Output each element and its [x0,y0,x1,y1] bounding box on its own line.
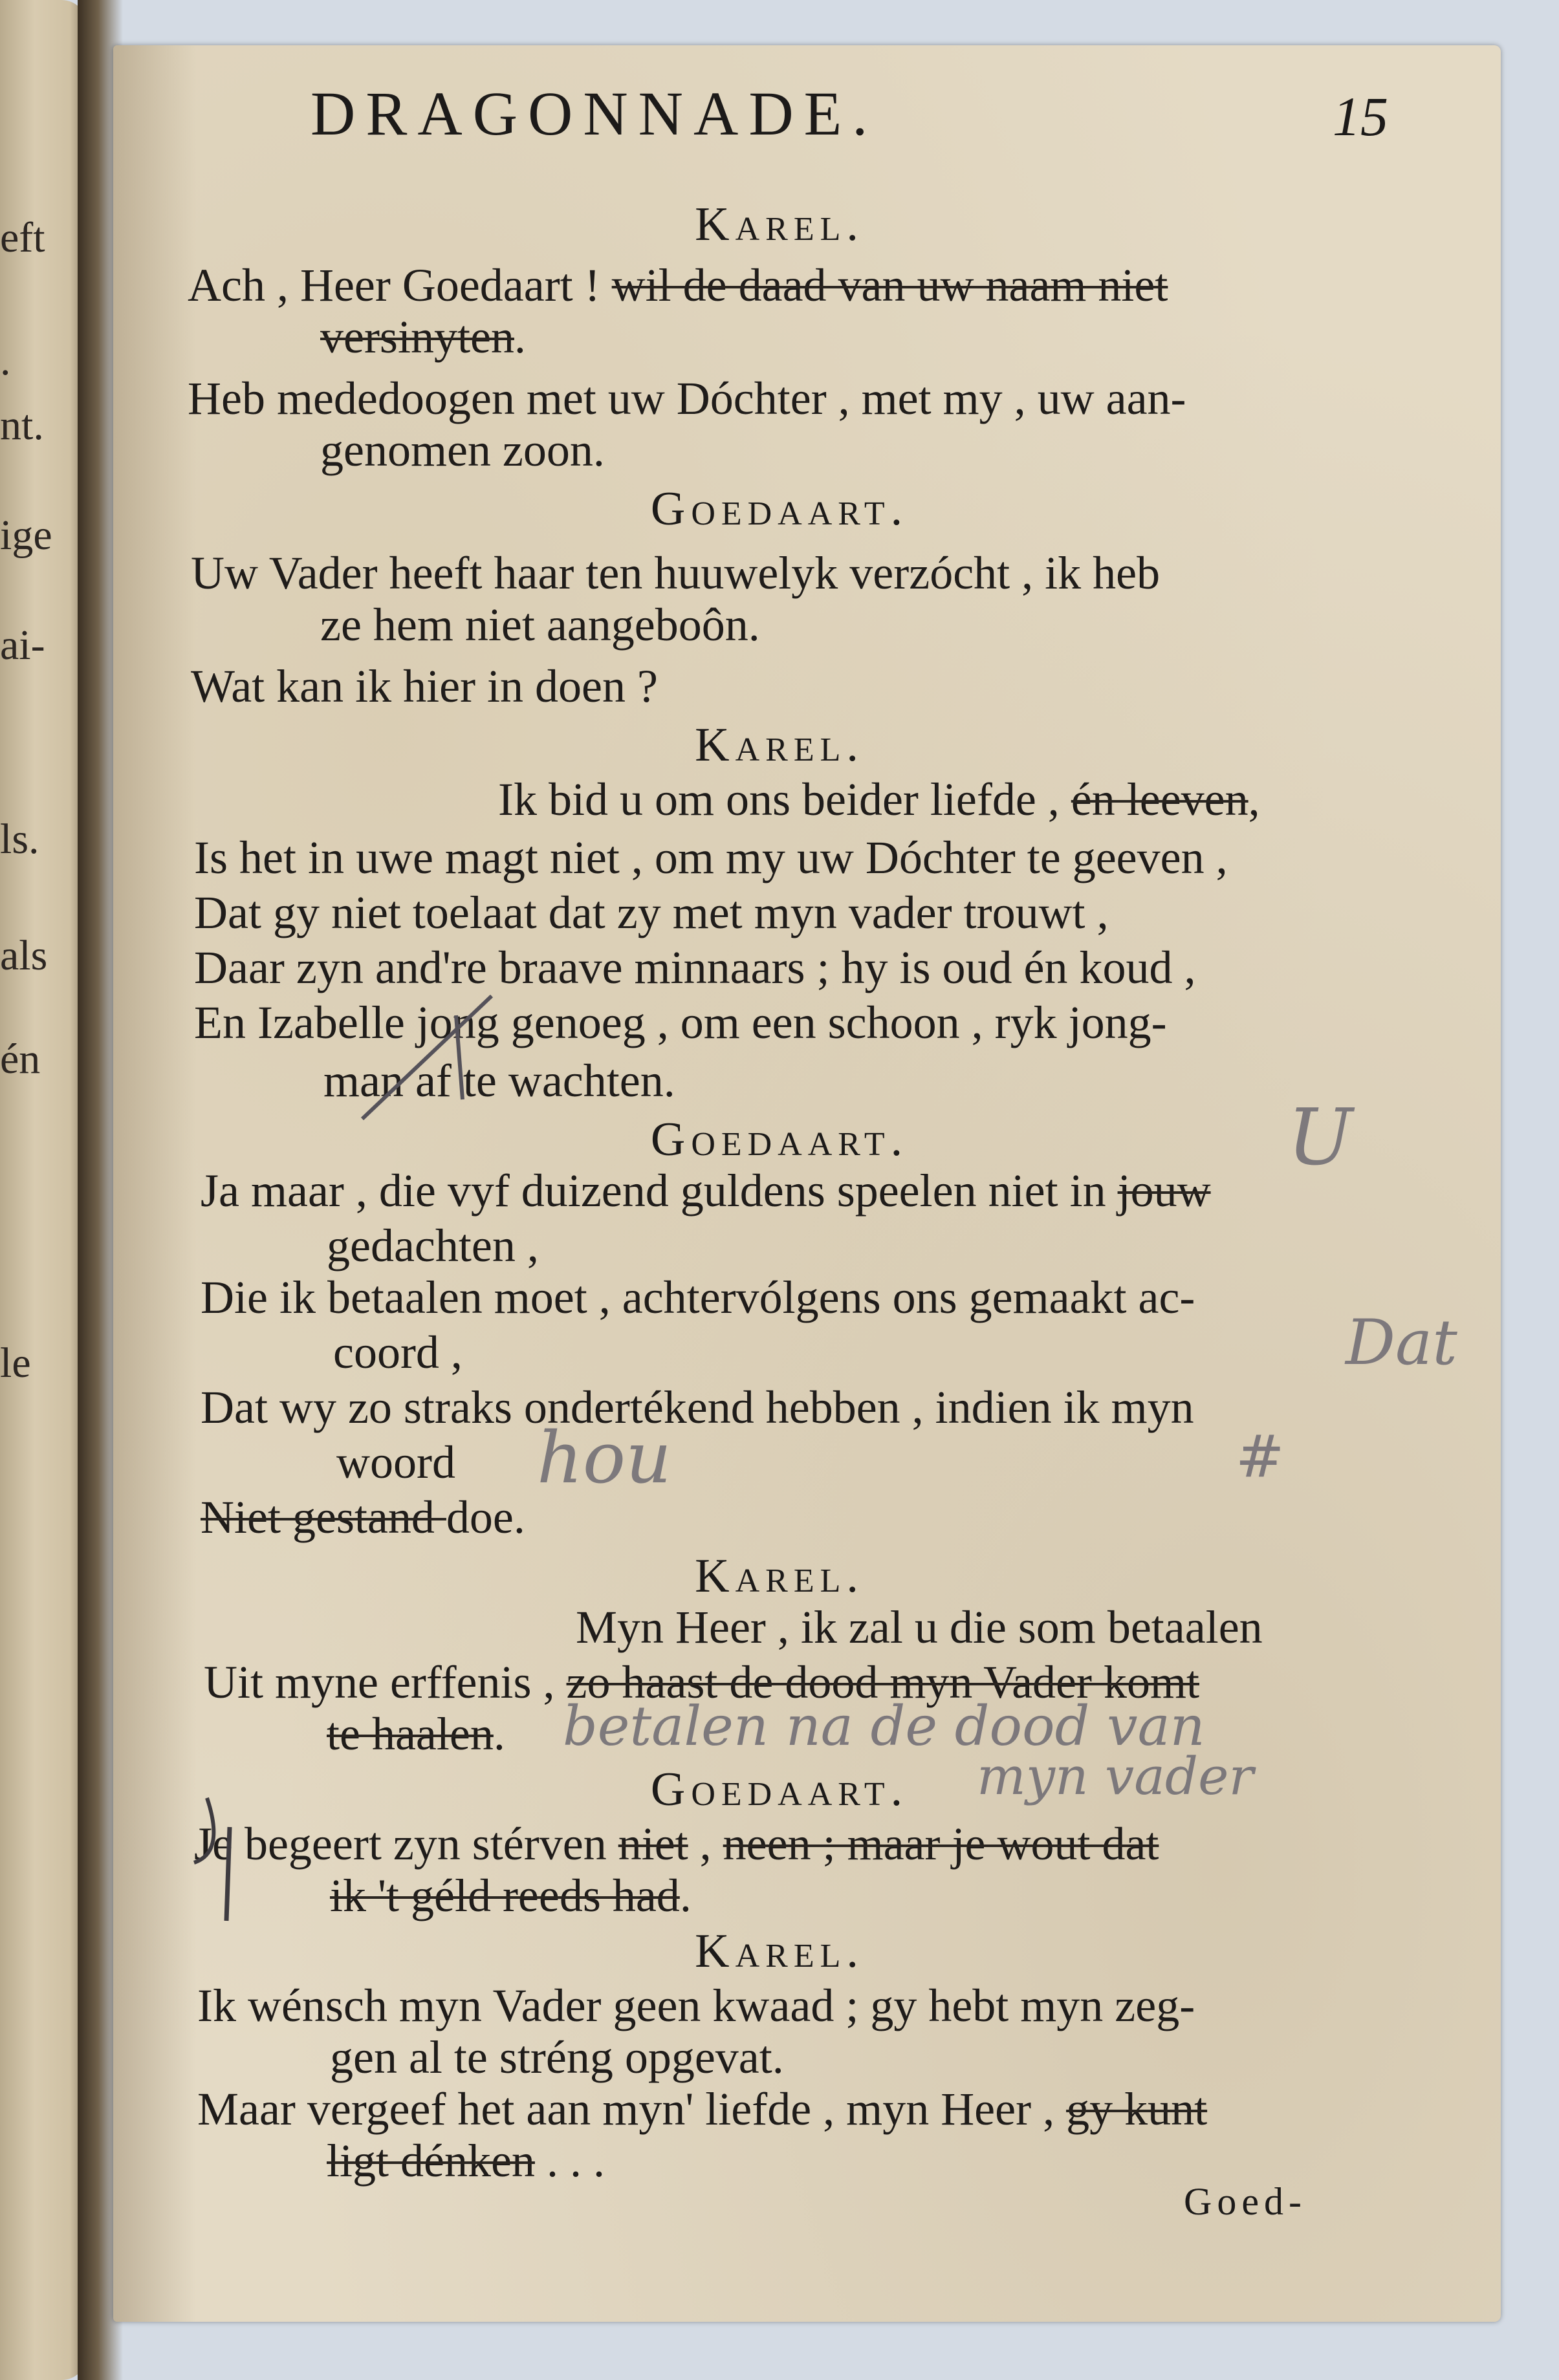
verse-text: Ach , Heer Goedaart ! [188,259,612,311]
handwritten-annotation: betalen na de dood van [563,1694,1205,1758]
verse-line: ze hem niet aangeboôn. [320,599,760,651]
verse-line: Is het in uwe magt niet , om my uw Dóchter te geeven , [194,832,1228,883]
verse-text: , [688,1818,723,1870]
verse-line: Uw Vader heeft haar ten huuwelyk verzócht , ik heb [191,547,1161,599]
verse-line: Ik wénsch myn Vader geen kwaad ; gy hebt myn zeg- [197,1980,1195,2031]
left-fragment: ige [0,512,52,559]
running-header: DRAGONNADE. [311,79,878,148]
pencil-stroke [194,1798,213,1863]
pencil-stroke [226,1827,230,1921]
handwritten-annotation: myn vader [977,1746,1254,1806]
verse-text: . [493,1708,505,1760]
verse-text: Je begeert zyn stérven [194,1818,618,1870]
left-fragment: ls. [0,816,39,863]
struck-text: te haalen [327,1708,494,1760]
left-fragment: én [0,1035,41,1083]
speaker-heading: Karel. [695,1550,864,1603]
left-fragment: . [0,337,11,384]
verse-line: Die ik betaalen moet , achtervólgens ons gemaakt ac- [201,1271,1195,1323]
struck-text: jouw [1117,1165,1211,1217]
verse-line: Dat gy niet toelaat dat zy met myn vader trouwt , [194,887,1109,938]
left-fragment: als [0,932,48,979]
verse-text: . [514,311,526,363]
speaker-heading: Karel. [695,1925,864,1978]
struck-text: gy kunt [1066,2083,1208,2135]
verse-line: gen al te stréng opgevat. [330,2031,784,2083]
catchword: Goed- [1184,2180,1307,2223]
verse-line: man af te wachten. [323,1055,675,1107]
verse-line: Wat kan ik hier in doen ? [191,660,658,712]
verse-text: . [679,1870,692,1921]
handwritten-annotation: U [1287,1093,1353,1183]
left-fragment: ai- [0,622,45,669]
verse-text: doe. [446,1491,525,1543]
left-fragment: le [0,1339,31,1387]
verse-line: Myn Heer , ik zal u die som betaalen [576,1601,1263,1653]
struck-text: ik 't géld reeds had [330,1870,680,1921]
verse-text: Uit myne erffenis , [204,1656,567,1708]
verse-line: woord [336,1436,455,1488]
speaker-heading: Karel. [695,719,864,772]
speaker-heading: Goedaart. [650,482,909,536]
handwritten-annotation: hou [537,1416,671,1499]
verse-line: coord , [333,1326,463,1378]
verse-text: Maar vergeef het aan myn' liefde , myn Heer , [197,2083,1067,2135]
verse-line: gedachten , [327,1220,539,1271]
handwritten-annotation: Dat [1346,1306,1457,1379]
verse-text: . . . [534,2135,605,2187]
struck-text: versinyten [320,311,514,363]
struck-text: ligt dénken [327,2135,535,2187]
speaker-heading: Karel. [695,198,864,251]
verse-line: Heb mededoogen met uw Dóchter , met my , uw aan- [188,373,1186,424]
verse-text: , [1248,774,1260,825]
struck-text: wil de daad van uw naam niet [611,259,1168,311]
page-number: 15 [1333,85,1388,147]
speaker-heading: Goedaart. [650,1763,909,1816]
verse-line: En Izabelle jong genoeg , om een schoon , ryk jong- [194,997,1167,1048]
left-fragment: eft [0,214,45,261]
verse-text: Ik bid u om ons beider liefde , [498,774,1071,825]
pencil-slash [362,996,492,1119]
verse-line: Dat wy zo straks ondertékend hebben , indien ik myn [201,1381,1194,1433]
verse-text: Ja maar , die vyf duizend guldens speelen niet in [201,1165,1118,1217]
speaker-heading: Goedaart. [650,1113,909,1166]
verse-line: genomen zoon. [320,424,605,476]
struck-text: én leeven [1071,774,1248,825]
struck-text: neen ; maar je wout dat [723,1818,1159,1870]
struck-text: niet [618,1818,688,1870]
struck-text: zo haast de dood myn Vader komt [566,1656,1199,1708]
verse-line: Daar zyn and're braave minnaars ; hy is oud én koud , [194,942,1196,993]
struck-text: Niet gestand [201,1491,446,1543]
handwritten-annotation: # [1236,1423,1285,1491]
left-fragment: nt. [0,402,44,449]
